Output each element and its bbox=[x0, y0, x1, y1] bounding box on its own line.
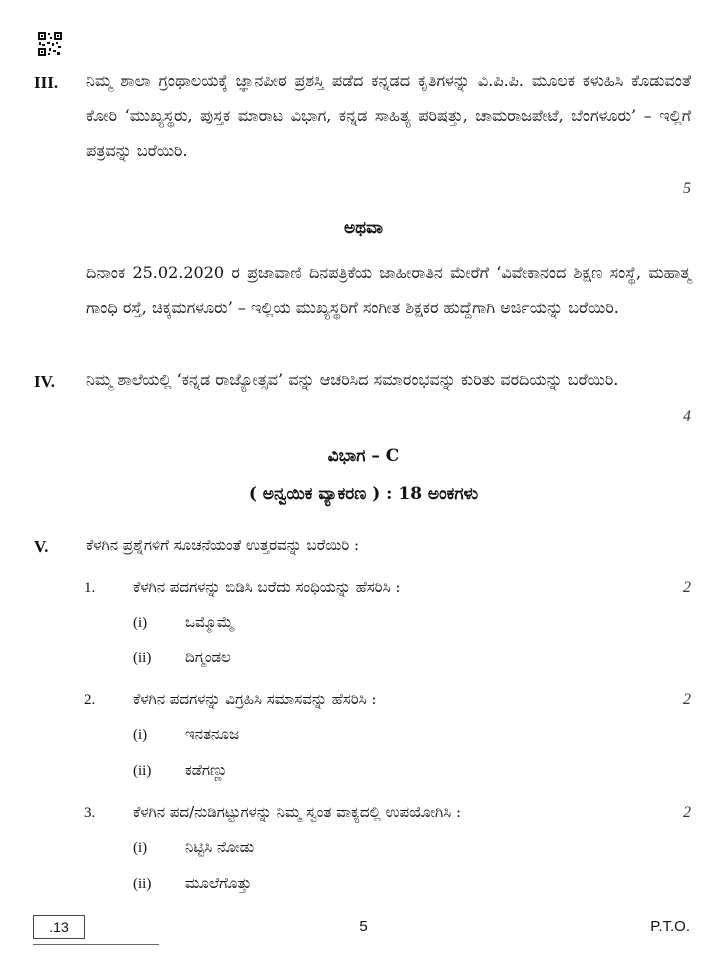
item-roman: (i) bbox=[133, 615, 148, 631]
subquestion-text: ಕೆಳಗಿನ ಪದ/ನುಡಿಗಟ್ಟುಗಳನ್ನು ನಿಮ್ಮ ಸ್ವಂತ ವಾಕ್ಯದಲ್ಲಿ ಉಪಯೋಗಿಸಿ : bbox=[133, 803, 462, 821]
footer-divider bbox=[33, 944, 159, 945]
question-text: ನಿಮ್ಮ ಶಾಲೆಯಲ್ಲಿ ‘ಕನ್ನಡ ರಾಜ್ಯೋತ್ಸವ’ ವನ್ನು ಆಚರಿಸಿದ ಸಮಾರಂಭವನ್ನು ಕುರಿತು ವರದಿಯನ್ನು ಬರೆಯಿರಿ. bbox=[86, 370, 619, 389]
marks: 2 bbox=[683, 691, 691, 708]
item-text: ಮೂಲೆಗೊತ್ತು bbox=[185, 874, 252, 892]
question-alt-text: ದಿನಾಂಕ 25.02.2020 ರ ಪ್ರಜಾವಾಣಿ ದಿನಪತ್ರಿಕೆಯ ಜಾಹೀರಾತಿನ ಮೇರೆಗೆ ‘ವಿವೇಕಾನಂದ ಶಿಕ್ಷಣ ಸಂಸ್ಥೆ, ಮಹಾತ್ಮ ಗಾಂಧಿ ರಸ್ತೆ, ಚಿಕ್ಕಮಗಳೂರು’ – ಇಲ್ಲಿಯ ಮುಖ್ಯಸ್ಥರಿಗೆ ಸಂಗೀತ ಶಿಕ್ಷಕರ ಹುದ್ದೆಗಾಗಿ ಅರ್ಜಿಯನ್ನು ಬರೆಯಿರಿ. bbox=[86, 263, 691, 317]
qr-code-icon bbox=[38, 32, 62, 56]
item-roman: (i) bbox=[133, 840, 148, 856]
paper-code: .13 bbox=[33, 915, 85, 939]
subquestion-number: 3. bbox=[84, 805, 96, 821]
item-text: ದಿಗ್ಮಂಡಲ bbox=[185, 648, 231, 666]
item-roman: (i) bbox=[133, 727, 148, 743]
marks: 4 bbox=[683, 408, 691, 425]
item-text: ಕಡೆಗಣ್ಣು bbox=[185, 761, 228, 779]
or-label: ಅಥವಾ bbox=[343, 218, 384, 238]
subquestion-text: ಕೆಳಗಿನ ಪದಗಳನ್ನು ಬಿಡಿಸಿ ಬರೆದು ಸಂಧಿಯನ್ನು ಹೆಸರಿಸಿ : bbox=[133, 578, 401, 596]
subquestion-number: 1. bbox=[84, 580, 96, 596]
question-number: V. bbox=[34, 537, 49, 556]
item-roman: (ii) bbox=[133, 650, 152, 666]
page-number: 5 bbox=[359, 918, 368, 935]
item-text: ಇನತನೂಜ bbox=[185, 725, 240, 743]
marks: 5 bbox=[683, 180, 691, 197]
item-roman: (ii) bbox=[133, 763, 152, 779]
pto-label: P.T.O. bbox=[650, 918, 690, 935]
subquestion-number: 2. bbox=[84, 692, 96, 708]
question-number: IV. bbox=[34, 372, 55, 391]
section-title: ವಿಭಾಗ – C bbox=[327, 446, 400, 466]
question-number: III. bbox=[34, 73, 59, 92]
item-roman: (ii) bbox=[133, 876, 152, 892]
marks: 2 bbox=[683, 804, 691, 821]
subquestion-text: ಕೆಳಗಿನ ಪದಗಳನ್ನು ವಿಗ್ರಹಿಸಿ ಸಮಾಸವನ್ನು ಹೆಸರಿಸಿ : bbox=[133, 690, 377, 708]
question-text: ನಿಮ್ಮ ಶಾಲಾ ಗ್ರಂಥಾಲಯಕ್ಕೆ ಜ್ಞಾನಪೀಠ ಪ್ರಶಸ್ತಿ ಪಡೆದ ಕನ್ನಡದ ಕೃತಿಗಳನ್ನು ವಿ.ಪಿ.ಪಿ. ಮೂಲಕ ಕಳುಹಿಸಿ ಕೊಡುವಂತೆ ಕೋರಿ ‘ಮುಖ್ಯಸ್ಥರು, ಪುಸ್ತಕ ಮಾರಾಟ ವಿಭಾಗ, ಕನ್ನಡ ಸಾಹಿತ್ಯ ಪರಿಷತ್ತು, ಚಾಮರಾಜಪೇಟೆ, ಬೆಂಗಳೂರು’ – ಇಲ್ಲಿಗೆ ಪತ್ರವನ್ನು ಬರೆಯಿರಿ. bbox=[86, 71, 691, 160]
question-instruction: ಕೆಳಗಿನ ಪ್ರಶ್ನೆಗಳಿಗೆ ಸೂಚನೆಯಂತೆ ಉತ್ತರವನ್ನು ಬರೆಯಿರಿ : bbox=[86, 536, 360, 554]
item-text: ನಿಟ್ಟಿಸಿ ನೋಡು bbox=[185, 838, 255, 856]
item-text: ಒಮ್ಮೊಮ್ಮೆ bbox=[185, 613, 234, 631]
marks: 2 bbox=[683, 579, 691, 596]
section-subtitle: ( ಅನ್ವಯಿಕ ವ್ಯಾಕರಣ ) : 18 ಅಂಕಗಳು bbox=[248, 484, 479, 504]
